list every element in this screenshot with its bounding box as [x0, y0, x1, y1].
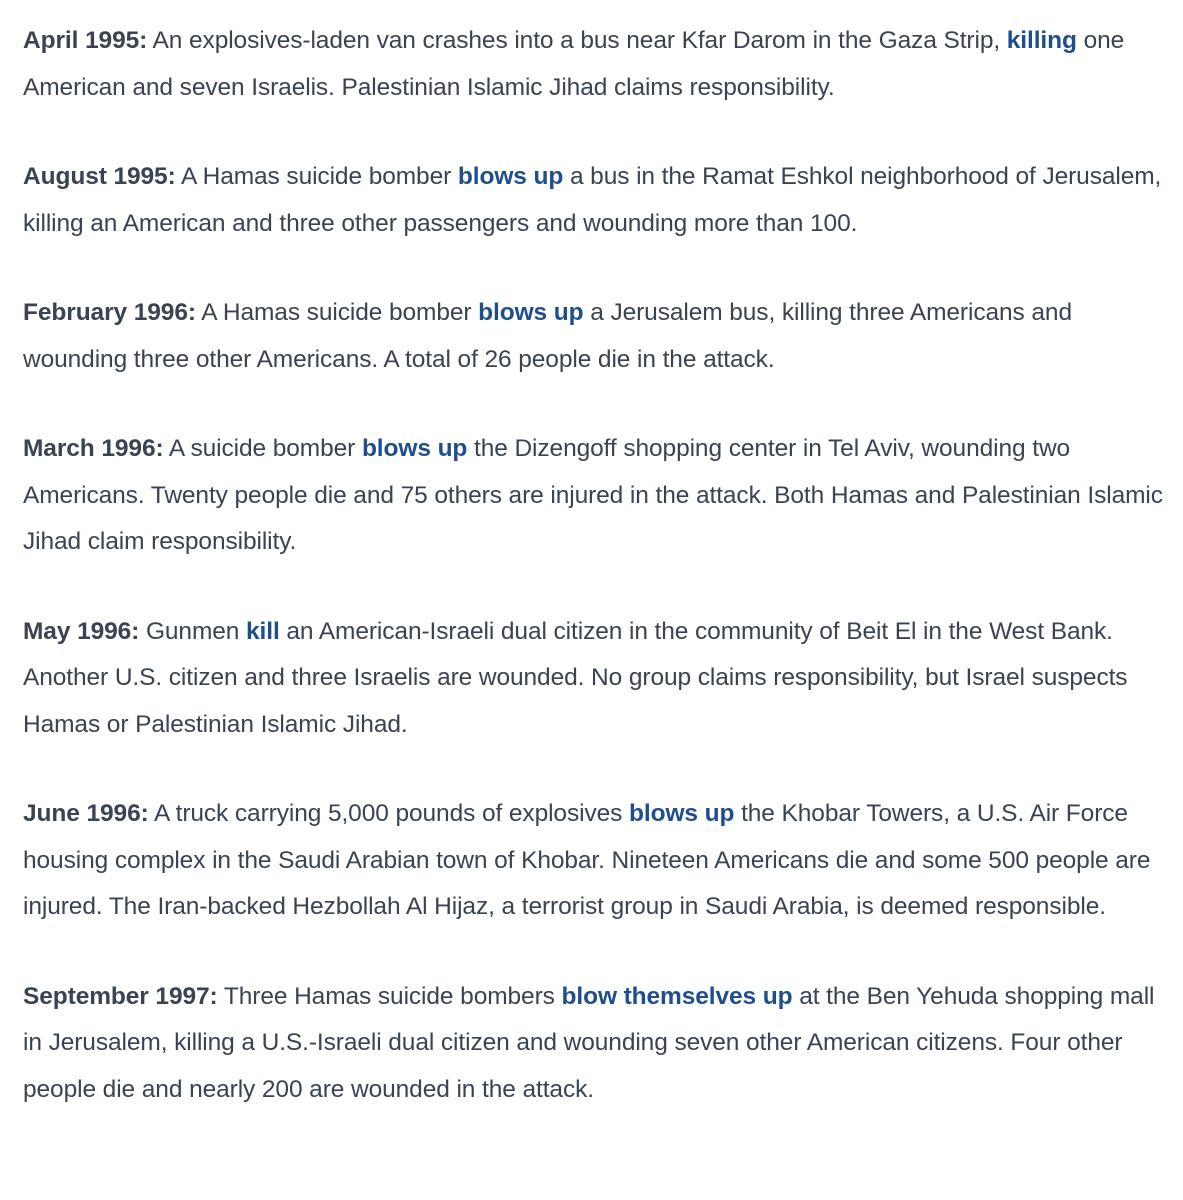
entry-link[interactable]: blows up	[457, 163, 564, 190]
entry-text-before: A truck carrying 5,000 pounds of explosives	[148, 800, 629, 827]
timeline-entry-june-1996	[23, 791, 1165, 931]
timeline-entry-september-1997	[23, 974, 1165, 1114]
entry-link[interactable]: blow themselves up	[561, 982, 793, 1010]
entry-text-before: Three Hamas suicide bombers	[217, 982, 562, 1010]
entry-text-before: Gunmen	[139, 617, 247, 645]
entry-text-before: An explosives-laden van crashes into a bus near Kfar Darom in the Gaza Strip,	[147, 27, 1007, 54]
entry-date: April 1995:	[23, 27, 148, 54]
entry-text-after: a bus in the Ramat Eshkol neighborhood of Jerusalem, killing an American and three other passengers and wounding more than 100.	[23, 163, 1162, 237]
entry-text-before: A Hamas suicide bomber	[195, 299, 479, 326]
entry-text-after: the Dizengoff shopping center in Tel Aviv, wounding two Americans. Twenty people die and 75 others are injured in the attack. Both Hamas and Palestinian Islamic Jihad claim responsibility.	[23, 435, 1163, 555]
entry-date: June 1996:	[23, 800, 149, 827]
entry-text-after: one American and seven Israelis. Palestinian Islamic Jihad claims responsibility.	[23, 27, 1125, 101]
timeline-entry-may-1996	[23, 609, 1165, 749]
entry-date: May 1996:	[23, 617, 140, 645]
timeline-entry-february-1996	[23, 290, 1165, 383]
entry-text-before: A suicide bomber	[163, 435, 362, 462]
entry-date: March 1996:	[23, 435, 164, 462]
entry-date: February 1996:	[23, 299, 196, 326]
entry-text-before: A Hamas suicide bomber	[175, 163, 458, 190]
entry-text-after: an American-Israeli dual citizen in the community of Beit El in the West Bank. Another U.S. citizen and three Israelis are wounded. No group claims responsibility, but Israel suspects Hamas or Palestinian Islamic Jihad.	[23, 617, 1128, 738]
timeline-entry-march-1996	[23, 426, 1165, 566]
entry-date: August 1995:	[23, 163, 176, 190]
entry-link[interactable]: killing	[1006, 27, 1077, 54]
entry-link[interactable]: blows up	[478, 299, 584, 326]
entry-text-after: a Jerusalem bus, killing three Americans and wounding three other Americans. A total of 26 people die in the attack.	[23, 299, 1072, 373]
entry-link[interactable]: blows up	[361, 435, 468, 462]
timeline-entry-april-1995	[23, 18, 1165, 111]
entry-text-after: at the Ben Yehuda shopping mall in Jerusalem, killing a U.S.-Israeli dual citizen and wounding seven other American citizens. Four other people die and nearly 200 are wounded in the attack.	[23, 982, 1155, 1103]
entry-link[interactable]: kill	[246, 617, 280, 645]
entry-text-after: the Khobar Towers, a U.S. Air Force housing complex in the Saudi Arabian town of Khobar. Nineteen Americans die and some 500 people are injured. The Iran-backed Hezbollah Al Hijaz, a terrorist group in Saudi Arabia, is deemed responsible.	[23, 800, 1151, 920]
entry-date: September 1997:	[23, 982, 218, 1010]
timeline-entry-august-1995	[23, 154, 1165, 247]
entry-link[interactable]: blows up	[629, 800, 735, 827]
